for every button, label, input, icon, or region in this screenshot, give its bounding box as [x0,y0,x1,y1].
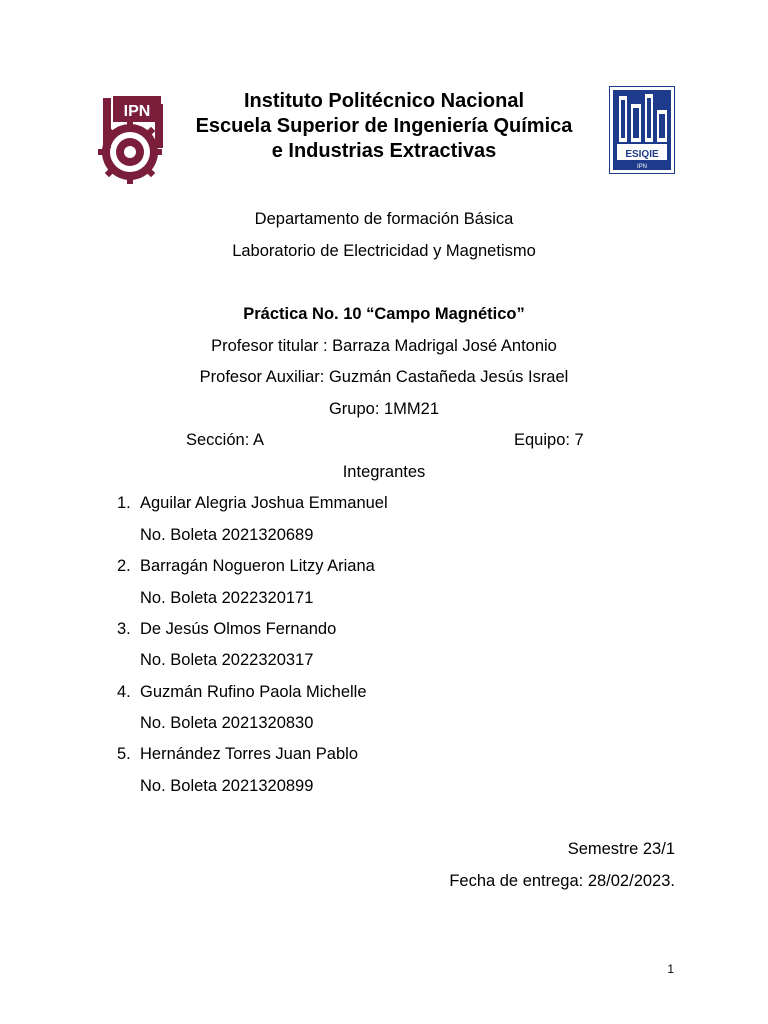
member-id: No. Boleta 2021320830 [140,714,314,732]
member-name: De Jesús Olmos Fernando [140,620,337,638]
school-name-line2: e Industrias Extractivas [271,140,497,162]
svg-text:IPN: IPN [636,164,648,170]
member-id: No. Boleta 2021320899 [140,777,314,795]
section: Sección: A [186,431,264,449]
member-number: 3. [117,620,131,638]
institute-header [0,89,768,164]
institute-name: Instituto Politécnico Nacional [243,90,525,112]
due-date: Fecha de entrega: 28/02/2023. [449,872,675,890]
department: Departamento de formación Básica [254,210,514,228]
svg-text:ESIQIE: ESIQIE [625,149,659,160]
members-heading: Integrantes [342,463,426,481]
member-number: 2. [117,557,131,575]
member-name: Aguilar Alegria Joshua Emmanuel [140,494,388,512]
practice-title: Práctica No. 10 “Campo Magnético” [243,305,525,323]
page-number: 1 [667,962,674,976]
member-id: No. Boleta 2022320171 [140,589,314,607]
semester: Semestre 23/1 [567,840,675,858]
member-number: 1. [117,494,131,512]
svg-text:IPN: IPN [123,103,151,120]
school-name-line1: Escuela Superior de Ingeniería Química [195,115,573,137]
member-id: No. Boleta 2022320317 [140,651,314,669]
member-name: Guzmán Rufino Paola Michelle [140,683,367,701]
member-id: No. Boleta 2021320689 [140,526,314,544]
member-number: 4. [117,683,131,701]
group: Grupo: 1MM21 [328,400,440,418]
team: Equipo: 7 [514,431,584,449]
assistant-professor: Profesor Auxiliar: Guzmán Castañeda Jesús Israel [199,368,569,386]
member-number: 5. [117,745,131,763]
member-name: Hernández Torres Juan Pablo [140,745,358,763]
laboratory: Laboratorio de Electricidad y Magnetismo [232,242,536,260]
member-name: Barragán Nogueron Litzy Ariana [140,557,375,575]
professor: Profesor titular : Barraza Madrigal José Antonio [211,337,557,355]
